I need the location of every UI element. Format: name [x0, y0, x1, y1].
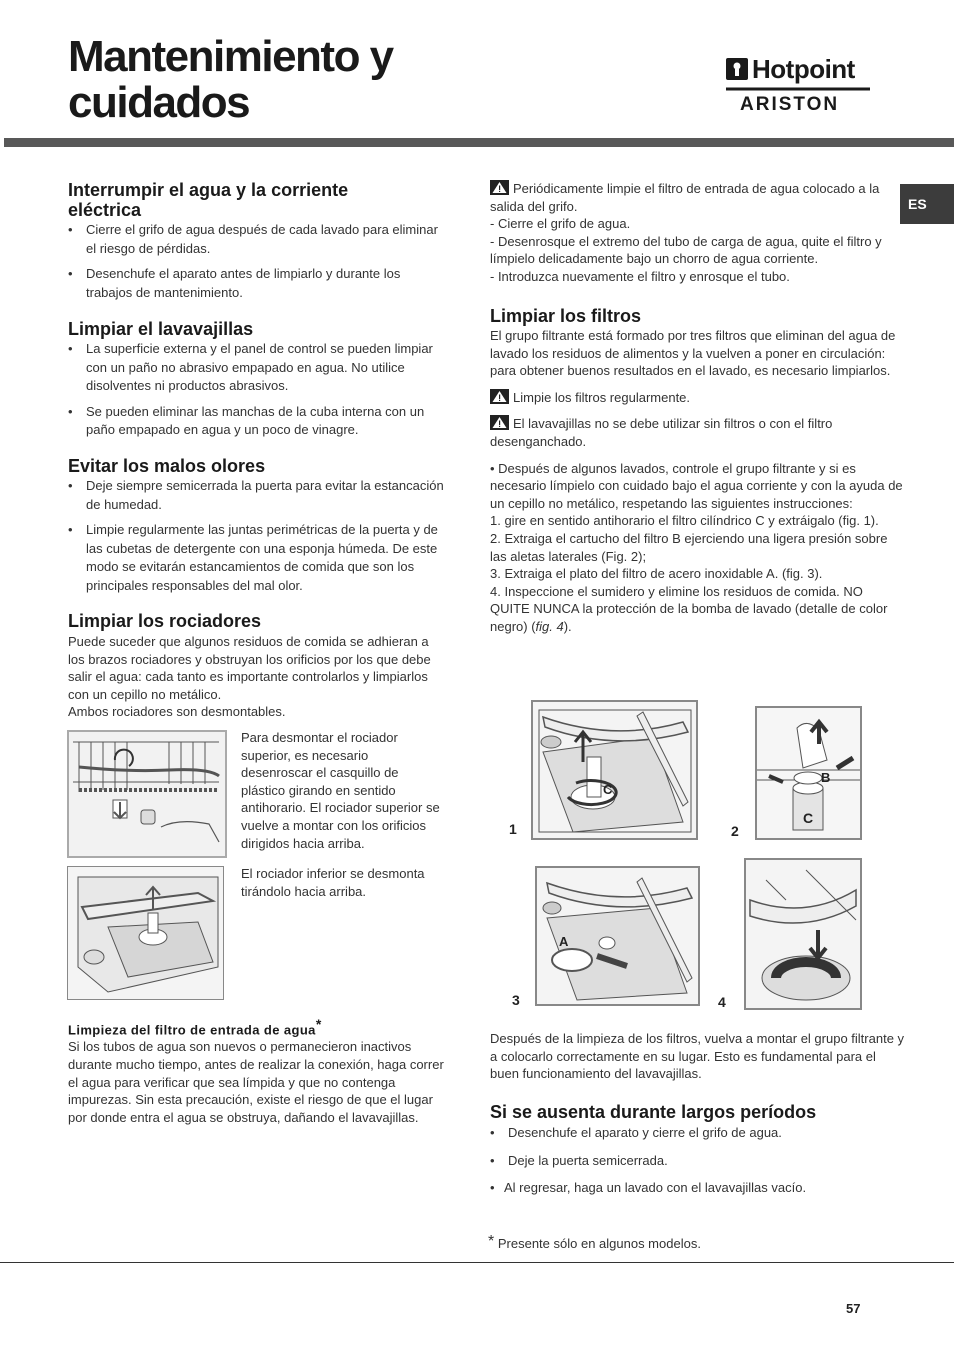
section-heading: Evitar los malos olores — [68, 456, 266, 476]
filter-label-c: C — [603, 782, 613, 797]
section-heading: Limpiar los filtros — [490, 306, 642, 326]
footnote — [488, 1233, 701, 1253]
instruction-line: - Desenrosque el extremo del tubo de carga de agua, quite el filtro y límpielo delicadamente bajo un chorro de agua corriente. — [490, 233, 882, 267]
section-interrumpir — [68, 180, 446, 309]
step: 2. Extraiga el cartucho del filtro B ejerciendo una ligera presión sobre las aletas laterales (Fig. 2); — [490, 530, 888, 564]
footer-rule — [0, 1262, 954, 1263]
warning-line — [490, 180, 906, 215]
filtro-entrada-heading: Limpieza del filtro de entrada de agua — [68, 1022, 316, 1038]
filtros-body: El grupo filtrante está formado por tres filtros que eliminan del agua de lavado los residuos de alimentos y la vuelven a poner en circulación: para obtener buenos resultados en el lavado, es necesario limpiarlos. — [490, 328, 896, 379]
figure-number-2: 2 — [731, 823, 739, 839]
rociadores-intro-2: Ambos rociadores son desmontables. — [68, 704, 286, 720]
warning-text: Periódicamente limpie el filtro de entrada de agua colocado a la salida del grifo. — [490, 181, 880, 214]
filter-c-rotate-icon — [533, 702, 696, 838]
brand-logo — [724, 56, 872, 118]
filter-label-b: B — [821, 770, 831, 785]
section-limpiar-filtros — [490, 306, 906, 636]
step-4-figref: fig. 4 — [535, 618, 564, 634]
step: 1. gire en sentido antihorario el filtro cilíndrico C y extráigalo (fig. 1). — [490, 513, 879, 529]
section-heading: Limpiar el lavavajillas — [68, 319, 254, 339]
warning-icon — [490, 415, 509, 430]
lower-sprayer-caption: El rociador inferior se desmonta tirándolo hacia arriba. — [241, 866, 425, 899]
list-item: • Deje siempre semicerrada la puerta para evitar la estancación de humedad. — [68, 477, 448, 514]
section-heading: Interrumpir el agua y la corriente eléctrica — [68, 180, 349, 220]
upper-sprayer-caption: Para desmontar el rociador superior, es necesario desenroscar el casquillo de plástico girando en sentido antihorario. El rociador superior se vuelve a montar con los orificios dirigidos hacia arriba. — [241, 730, 440, 851]
filter-figure-2 — [755, 706, 862, 840]
filtros-instructions — [490, 460, 906, 636]
page-title — [68, 34, 488, 126]
section-limpiar-lavavajillas — [68, 319, 446, 447]
step-4-end: ). — [563, 618, 572, 634]
asterisk: * — [315, 1016, 322, 1032]
language-tab: ES — [900, 184, 954, 224]
header-bar — [4, 138, 954, 147]
list-item: • Cierre el grifo de agua después de cada lavado para eliminar el riesgo de pérdidas. — [68, 221, 446, 258]
instruction-line: - Cierre el grifo de agua. — [490, 216, 631, 232]
section-heading: Limpiar los rociadores — [68, 611, 262, 631]
footnote-star: * — [488, 1233, 495, 1250]
filter-figure-4 — [744, 858, 862, 1010]
figure-number-4: 4 — [718, 994, 726, 1010]
lower-sprayer-icon — [68, 867, 223, 999]
page-number: 57 — [846, 1301, 861, 1316]
list-item: • Se pueden eliminar las manchas de la cuba interna con un paño empapado en agua y un poco de vinagre. — [68, 403, 446, 440]
warning-line — [490, 415, 906, 450]
list-item: • Limpie regularmente las juntas perimétricas de la puerta y de las cubetas de detergente con una esponja húmeda. De este modo se evitarán estancamientos de comida que son los principales responsables del mal olor. — [68, 521, 448, 595]
sprayer-arm-icon — [69, 732, 225, 856]
footnote-text: Presente sólo en algunos modelos. — [497, 1236, 701, 1251]
rociadores-intro: Puede suceder que algunos residuos de comida se adhieran a los brazos rociadores y obstruyan los orificios por los que debe salir el agua: cada tanto es importante controlarlos y limpiarlos con un cepillo no metálico. — [68, 634, 431, 702]
filtros-bullet: • Después de algunos lavados, controle el grupo filtrante y si es necesario límpielo con cuidado bajo el agua corriente y con la ayuda de un cepillo no metálico, respetando las siguientes instrucciones: — [490, 460, 903, 511]
title-line-2: cuidados — [68, 78, 250, 127]
warning-filtro-entrada — [490, 180, 906, 286]
filter-figure-3 — [535, 866, 700, 1006]
list-item: • Desenchufe el aparato antes de limpiarlo y durante los trabajos de mantenimiento. — [68, 265, 446, 302]
filter-label-c: C — [803, 810, 814, 826]
warning-icon — [490, 389, 509, 404]
title-line-1: Mantenimiento y — [68, 32, 393, 81]
filter-label-a: A — [559, 934, 569, 949]
step: 3. Extraiga el plato del filtro de acero inoxidable A. (fig. 3). — [490, 566, 823, 582]
step — [490, 583, 906, 636]
warning-text: Limpie los filtros regularmente. — [513, 389, 691, 405]
section-heading: Si se ausenta durante largos períodos — [490, 1102, 817, 1122]
sump-pump-icon — [746, 860, 860, 1008]
section-ausencia — [490, 1102, 906, 1205]
filter-figure-1 — [531, 700, 698, 840]
section-heading — [68, 1016, 444, 1037]
filtro-entrada-body: Si los tubos de agua son nuevos o permanecieron inactivos durante mucho tiempo, antes de realizar la conexión, haga correr el agua para verificar que sea límpida y que no contenga impurezas. Sin esta precaución, existe el riesgo de que el lugar por donde entra el agua se obstruya, dañando el lavavajillas. — [68, 1039, 444, 1125]
brand-subname: ARISTON — [740, 94, 840, 115]
section-rociadores — [68, 611, 444, 721]
list-item: • La superficie externa y el panel de control se pueden limpiar con un paño no abrasivo empapado en agua. No utilice disolventes ni productos abrasivos. — [68, 340, 446, 396]
upper-sprayer-illustration — [67, 730, 227, 858]
list-item: • Deje la puerta semicerrada. — [490, 1152, 906, 1171]
brand-name: Hotpoint — [752, 54, 855, 84]
filtros-after-text: Después de la limpieza de los filtros, vuelva a montar el grupo filtrante y a colocarlo correctamente en su lugar. Esto es fundamental para el buen funcionamiento del lavavajillas. — [490, 1031, 905, 1082]
section-malos-olores — [68, 456, 448, 602]
instruction-line: - Introduzca nuevamente el filtro y enrosque el tubo. — [490, 268, 790, 284]
warning-text: El lavavajillas no se debe utilizar sin filtros o con el filtro desenganchado. — [490, 416, 833, 449]
warning-line — [490, 389, 906, 407]
section-filtro-entrada — [68, 1016, 444, 1126]
figure-number-1: 1 — [509, 821, 517, 837]
list-item: • Desenchufe el aparato y cierre el grifo de agua. — [490, 1124, 906, 1143]
figure-number-3: 3 — [512, 992, 520, 1008]
lower-sprayer-illustration — [67, 866, 224, 1000]
list-item: • Al regresar, haga un lavado con el lavavajillas vacío. — [490, 1179, 906, 1198]
step-4-text: 4. Inspeccione el sumidero y elimine los residuos de comida. NO QUITE NUNCA la protección de la bomba de lavado (detalle de color negro) ( — [490, 583, 888, 634]
warning-icon — [490, 180, 509, 195]
